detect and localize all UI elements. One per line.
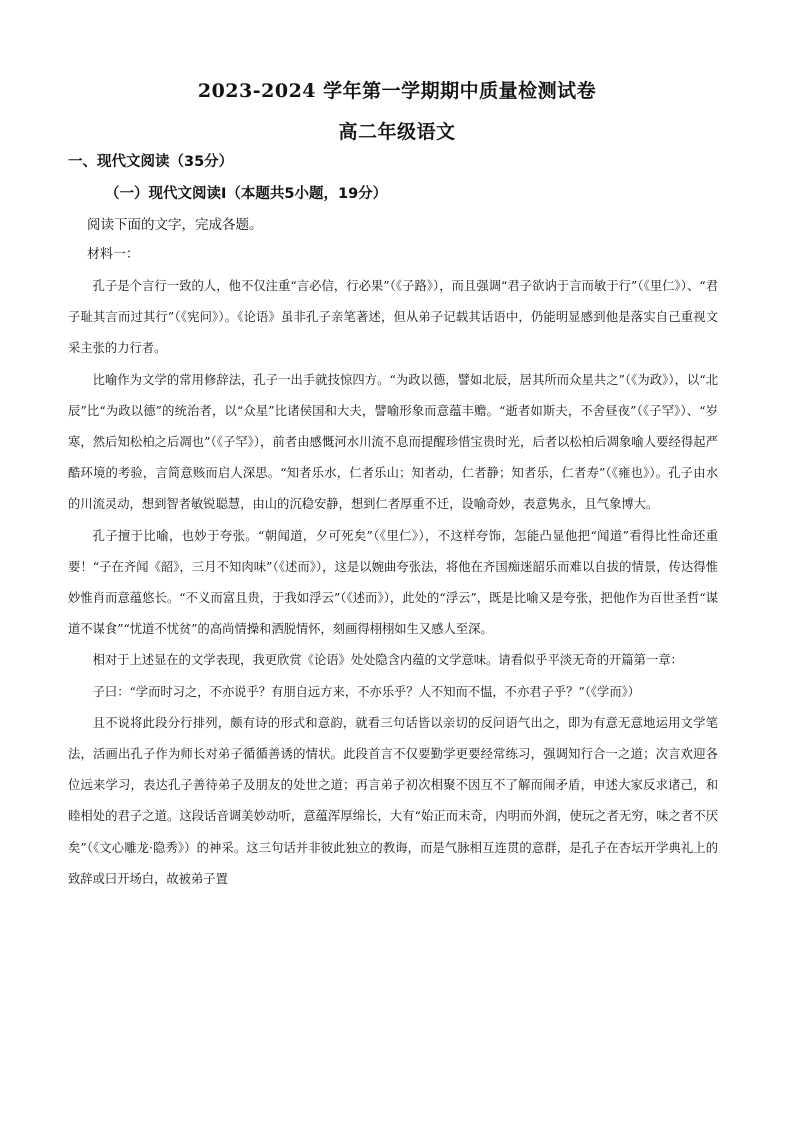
subsection-heading: （一）现代文阅读Ⅰ（本题共5小题，19分） — [105, 186, 388, 202]
exam-subtitle: 高二年级语文 — [338, 121, 456, 143]
reading-passage — [68, 271, 718, 895]
passage-paragraph: 比喻作为文学的常用修辞法，孔子一出手就技惊四方。“为政以德，譬如北辰，居其所而众星共之”（《为政》），以“北辰”比“为政以德”的统治者，以“众星”比诸侯国和大夫，譬喻形象而意蕴丰赡。“逝者如斯夫，不舍昼夜”（《子罕》）、“岁寒，然后知松柏之后凋也”（《子罕》），前者由感慨河水川流不息而提醒珍惜宝贵时光，后者以松柏后凋象喻人要经得起严酷环境的考验，言简意赅而启人深思。“知者乐水，仁者乐山；知者动，仁者静；知者乐，仁者寿”（《雍也》）。孔子由水的川流灵动，想到智者敏锐聪慧，由山的沉稳安静，想到仁者厚重不迁，设喻奇妙，表意隽永，且气象博大。 — [68, 372, 718, 512]
instruction-text: 阅读下面的文字，完成各题。 — [87, 217, 263, 233]
section-heading: 一、现代文阅读（35分） — [68, 154, 234, 170]
passage-paragraph: 相对于上述显在的文学表现，我更欣赏《论语》处处隐含内蕴的文学意味。请看似乎平淡无奇的开篇第一章： — [92, 653, 683, 668]
material-label: 材料一： — [87, 247, 140, 262]
passage-paragraph: 孔子是个言行一致的人，他不仅注重“言必信，行必果”（《子路》），而且强调“君子欲讷于言而敏于行”（《里仁》）、“君子耻其言而过其行”（《宪问》）。《论语》虽非孔子亲笔著述，但从弟子记载其话语中，仍能明显感到他是落实自己重视文采主张的力行者。 — [68, 279, 718, 356]
passage-paragraph: 孔子擅于比喻，也妙于夸张。“朝闻道，夕可死矣”（《里仁》），不这样夸饰，怎能凸显他把“闻道”看得比性命还重要！“子在齐闻《韶》，三月不知肉味”（《述而》），这是以婉曲夸张法，将他在齐国痴迷韶乐而难以自拔的情景，传达得惟妙惟肖而意蕴悠长。“不义而富且贵，于我如浮云”（《述而》），此处的“浮云”，既是比喻又是夸张，把他作为百世圣哲“谋道不谋食”“忧道不忧贫”的高尚情操和洒脱情怀，刻画得栩栩如生又感人至深。 — [68, 528, 718, 637]
exam-title: 2023-2024 学年第一学期期中质量检测试卷 — [197, 80, 597, 102]
passage-paragraph: 且不说将此段分行排列，颇有诗的形式和意韵，就看三句话皆以亲切的反问语气出之，即为有意无意地运用文学笔法，活画出孔子作为师长对弟子循循善诱的情状。此段首言不仅要勤学更要经常练习，强调知行合一之道；次言欢迎各位远来学习，表达孔子善待弟子及朋友的处世之道；再言弟子初次相聚不因互不了解而闹矛盾，申述大家反求诸己，和睦相处的君子之道。这段话音调美妙动听，意蕴浑厚绵长，大有“始正而末奇，内明而外润，使玩之者无穷，味之者不厌矣”（《文心雕龙·隐秀》）的神采。这三句话并非彼此独立的教诲，而是气脉相互连贯的意群，是孔子在杏坛开学典礼上的致辞或曰开场白，故被弟子置 — [68, 715, 718, 886]
passage-paragraph: 子曰：“学而时习之，不亦说乎？有朋自远方来，不亦乐乎？人不知而不愠，不亦君子乎？”（《学而》） — [92, 684, 641, 699]
